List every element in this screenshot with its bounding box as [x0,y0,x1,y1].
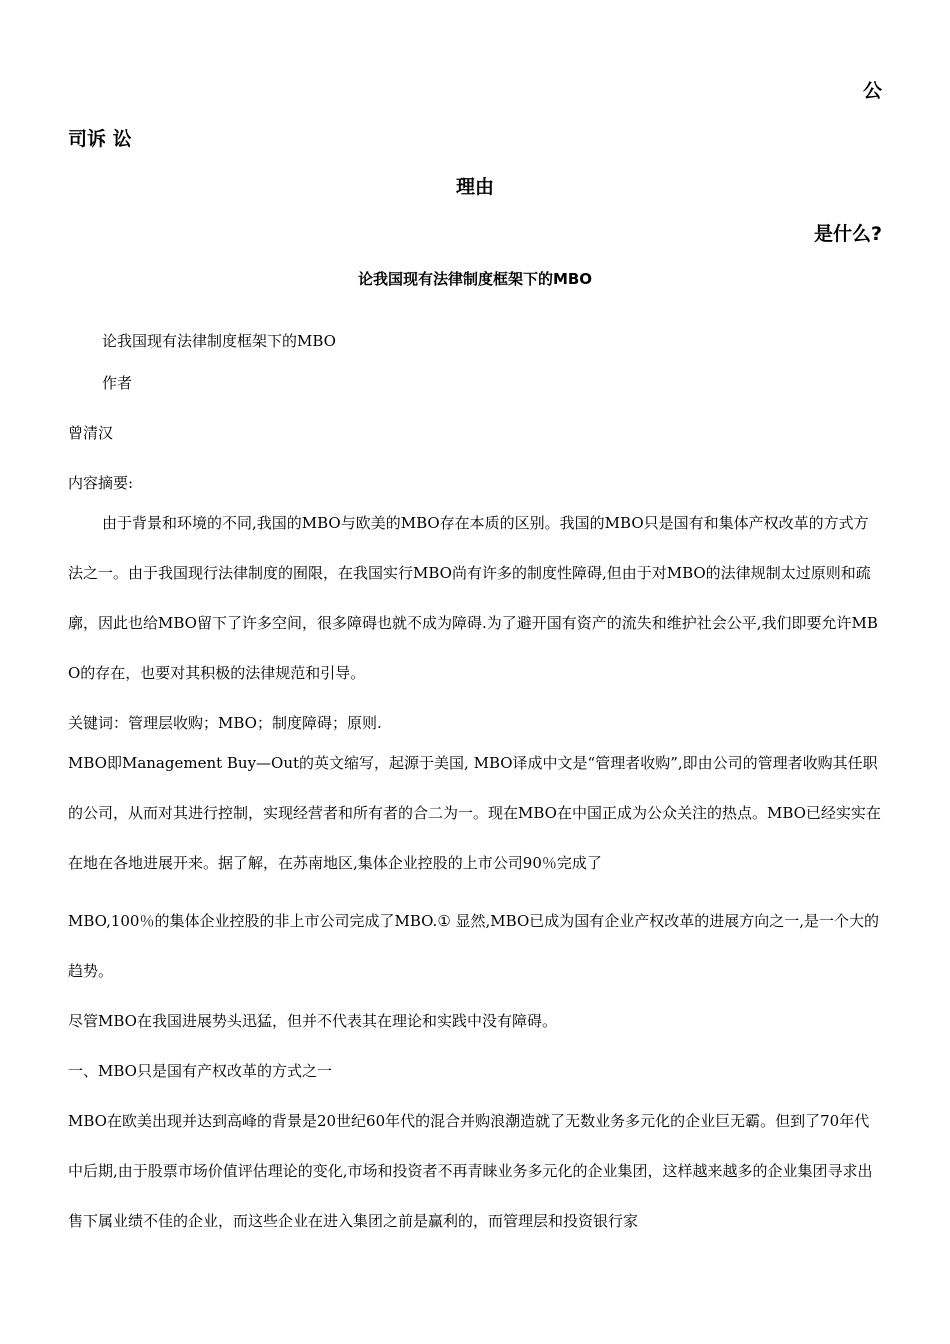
abstract-text: 由于背景和环境的不同,我国的MBO与欧美的MBO存在本质的区别。我国的MBO只是国有和集体产权改革的方式方法之一。由于我国现行法律制度的囿限，在我国实行MBO尚有许多的制度性障碍,但由于对MBO的法律规制太过原则和疏廓，因此也给MBO留下了许多空间，很多障碍也就不成为障碍.为了避开国有资产的流失和维护社会公平,我们即要允许MBO的存在，也要对其积极的法律规范和引导。 [68,514,878,682]
abstract-label: 内容摘要: [68,474,134,492]
title-part-2: 司诉 讼 [68,128,132,150]
paragraph-1b: MBO,100％的集体企业控股的非上市公司完成了MBO.① 显然,MBO已成为国有企业产权改革的进展方向之一,是一个大的趋势。 [68,912,880,980]
keywords: 关键词：管理层收购；MBO；制度障碍；原则. [68,714,382,732]
author-name: 曾清汉 [68,424,114,442]
paragraph-1: MBO即Management Buy—Out的英文缩写，起源于美国, MBO译成中文是“管理者收购”,即由公司的管理者收购其任职的公司，从而对其进行控制，实现经营者和所有者的合二为一。现在MBO在中国正成为公众关注的热点。MBO已经实实在在地在各地进展开来。据了解，在苏南地区,集体企业控股的上市公司90％完成了 [68,754,881,872]
paragraph-2: 尽管MBO在我国进展势头迅猛，但并不代表其在理论和实践中没有障碍。 [68,1012,557,1030]
section-heading-1: 一、MBO只是国有产权改革的方式之一 [68,1062,332,1080]
author-label: 作者 [102,374,133,392]
title-part-3: 理由 [456,176,495,198]
paragraph-3: MBO在欧美出现并达到高峰的背景是20世纪60年代的混合并购浪潮造就了无数业务多元化的企业巨无霸。但到了70年代中后期,由于股票市场价值评估理论的变化,市场和投资者不再青睐业务多元化的企业集团，这样越来越多的企业集团寻求出售下属业绩不佳的企业，而这些企业在进入集团之前是赢利的，而管理层和投资银行家 [68,1112,873,1230]
subtitle: 论我国现有法律制度框架下的MBO [357,270,593,288]
title-part-4: 是什么? [813,223,882,245]
article-title: 论我国现有法律制度框架下的MBO [102,332,336,350]
title-part-1: 公 [862,80,882,102]
